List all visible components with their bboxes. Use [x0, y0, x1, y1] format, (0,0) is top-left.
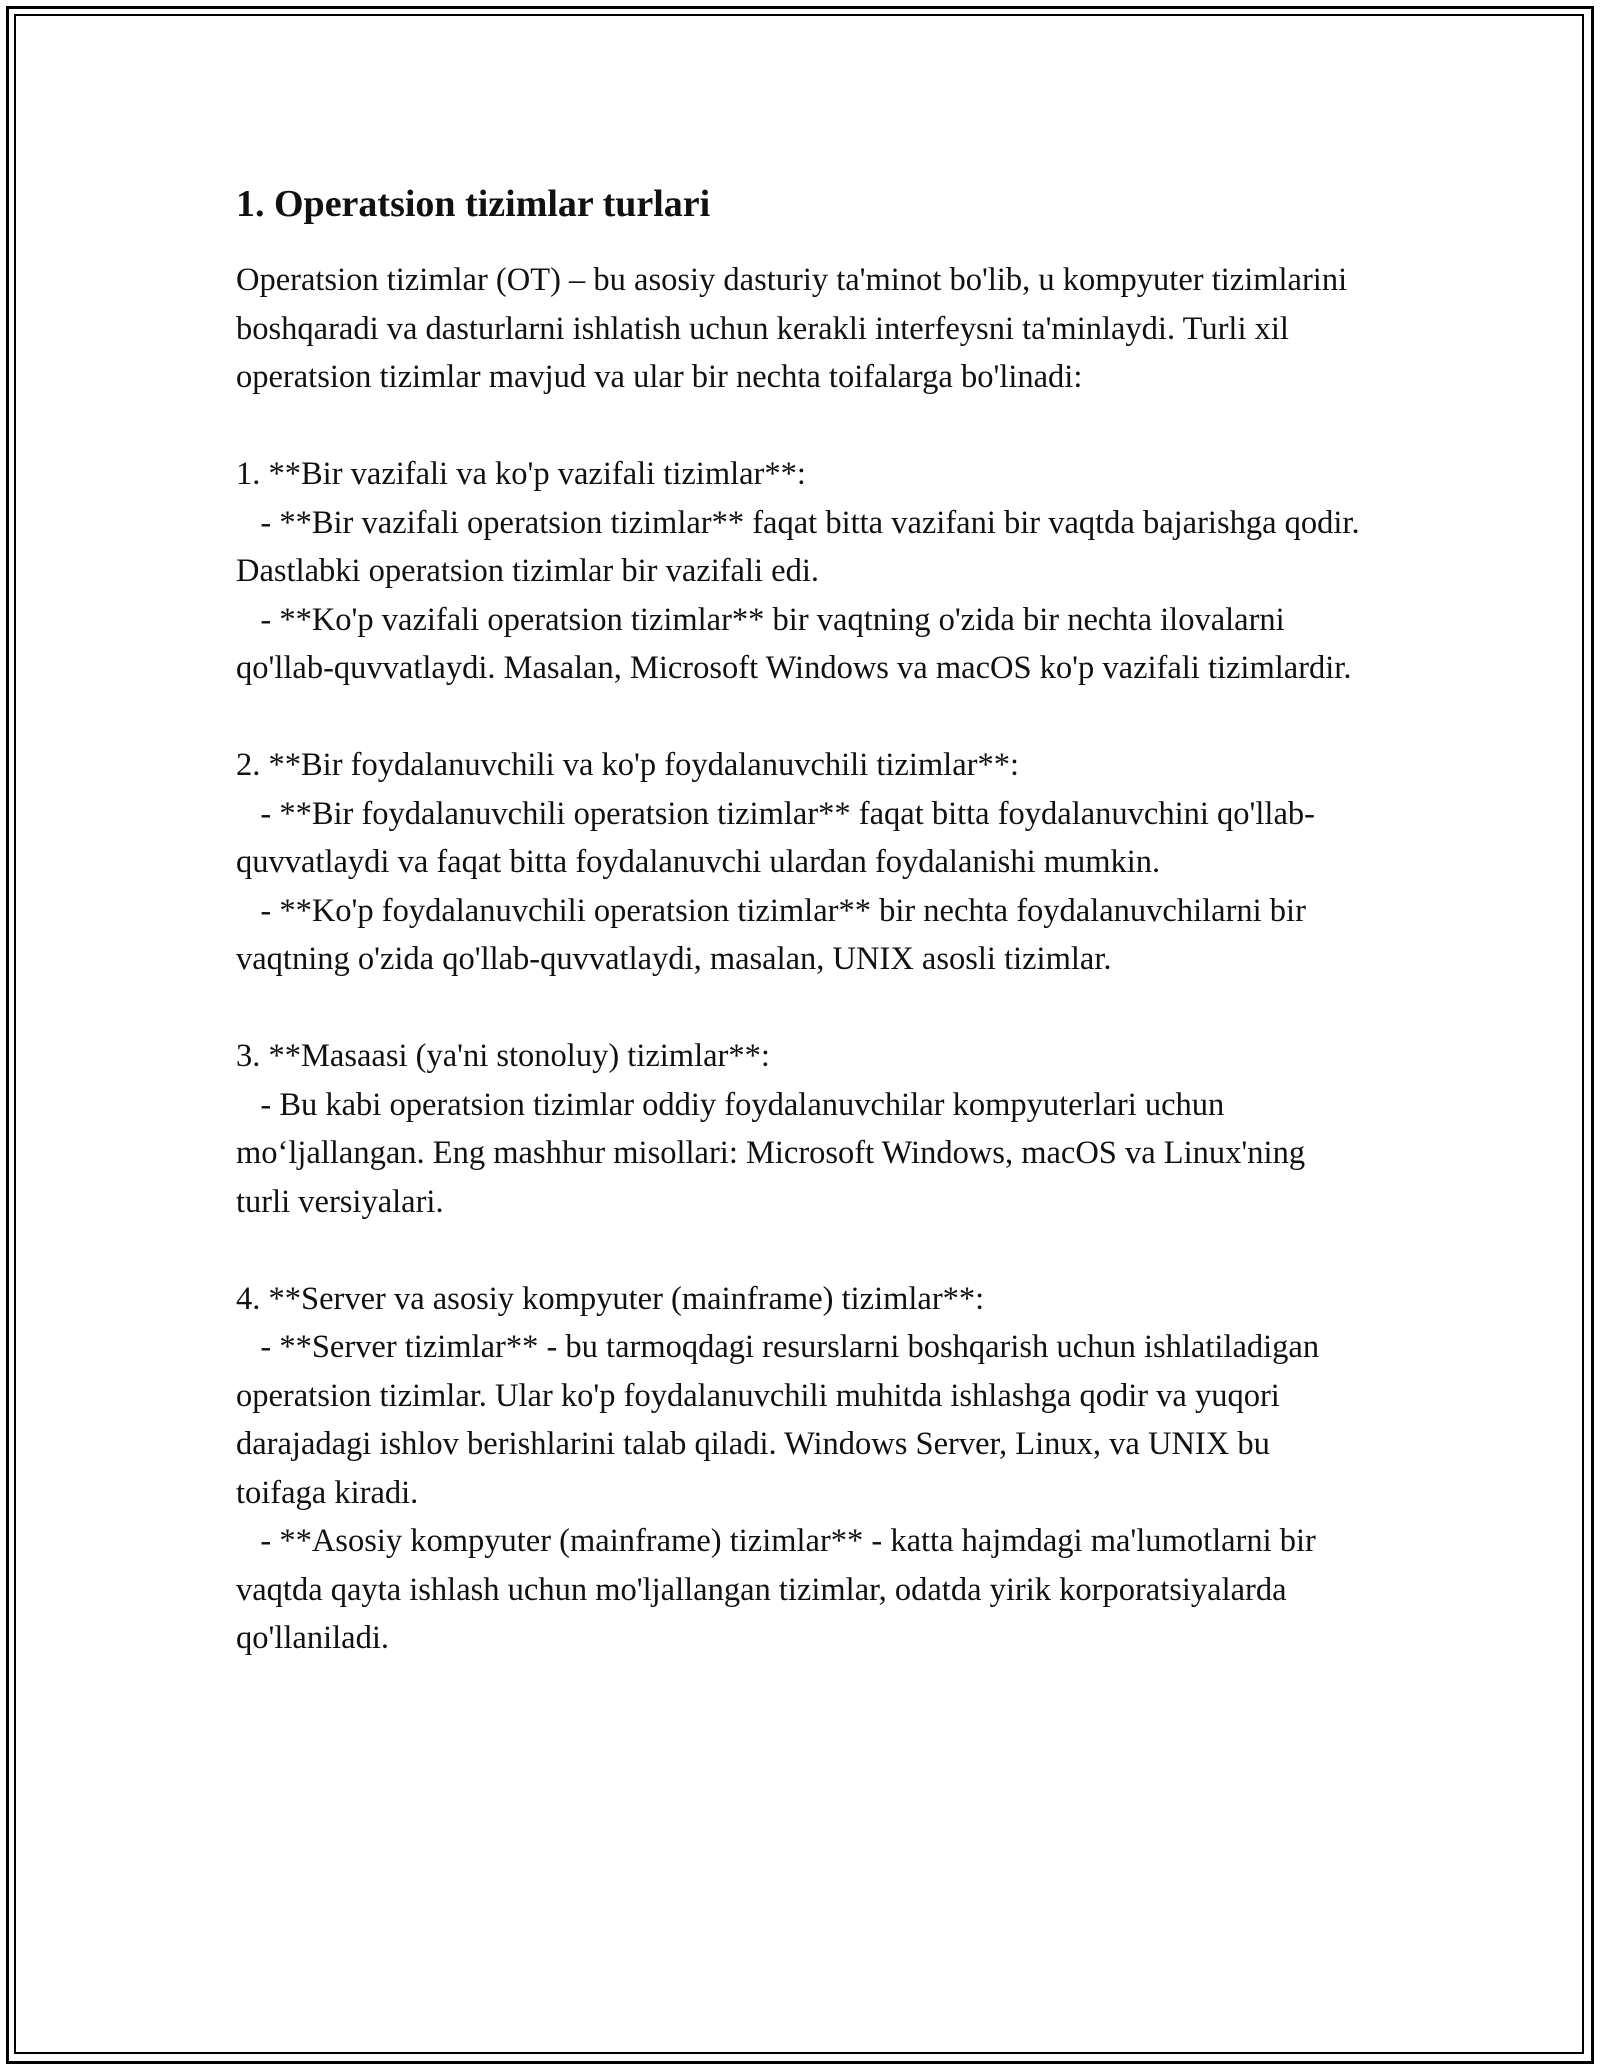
- document-content: [236, 180, 1366, 1663]
- section-heading: 1. Operatsion tizimlar turlari: [236, 183, 711, 225]
- body-text: Operatsion tizimlar (OT) – bu asosiy dasturiy ta'minot bo'lib, u kompyuter tizimlarini boshqaradi va dasturlarni ishlatish uchun kerakli interfeysni ta'minlaydi. Turli xil operatsion tizimlar mavjud va ular bir nechta toifalarga bo'linadi: 1. **Bir vazifali va ko'p vazifali tizimlar**: - **Bir vazifali operatsion tizimlar** faqat bitta vazifani bir vaqtda bajarishga qodir. Dastlabki operatsion tizimlar bir vazifali edi. - **Ko'p vazifali operatsion tizimlar** bir vaqtning o'zida bir nechta ilovalarni qo'llab-quvvatlaydi. Masalan, Microsoft Windows va macOS ko'p vazifali tizimlardir. 2. **Bir foydalanuvchili va ko'p foydalanuvchili tizimlar**: - **Bir foydalanuvchili operatsion tizimlar** faqat bitta foydalanuvchini qo'llab-quvvatlaydi va faqat bitta foydalanuvchi ulardan foydalanishi mumkin. - **Ko'p foydalanuvchili operatsion tizimlar** bir nechta foydalanuvchilarni bir vaqtning o'zida qo'llab-quvvatlaydi, masalan, UNIX asosli tizimlar. 3. **Masaasi (ya'ni stonoluy) tizimlar**: - Bu kabi operatsion tizimlar oddiy foydalanuvchilar kompyuterlari uchun mo‘ljallangan. Eng mashhur misollari: Microsoft Windows, macOS va Linux'ning turli versiyalari. 4. **Server va asosiy kompyuter (mainframe) tizimlar**: - **Server tizimlar** - bu tarmoqdagi resurslarni boshqarish uchun ishlatiladigan operatsion tizimlar. Ular ko'p foydalanuvchili muhitda ishlashga qodir va yuqori darajadagi ishlov berishlarini talab qiladi. Windows Server, Linux, va UNIX bu toifaga kiradi. - **Asosiy kompyuter (mainframe) tizimlar** - katta hajmdagi ma'lumotlarni bir vaqtda qayta ishlash uchun mo'ljallangan tizimlar, odatda yirik korporatsiyalarda qo'llaniladi.: [236, 262, 1360, 1656]
